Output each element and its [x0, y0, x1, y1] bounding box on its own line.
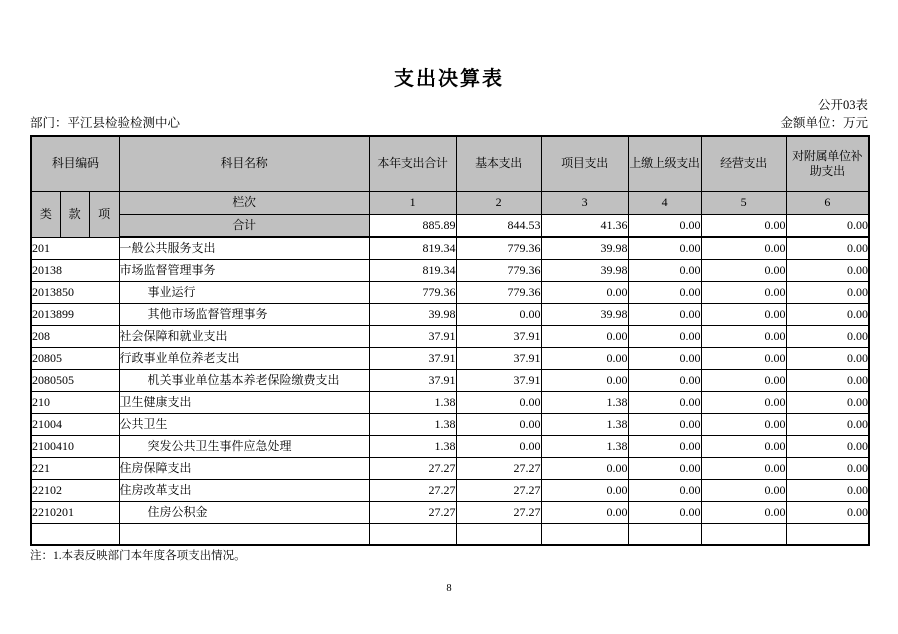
row-name-cell: 事业运行: [119, 281, 369, 303]
row-name-cell: [119, 523, 369, 545]
row-value-cell: 1.38: [541, 391, 628, 413]
total-row: [31, 214, 869, 237]
row-value-cell: 39.98: [369, 303, 456, 325]
row-value-cell: 0.00: [628, 435, 701, 457]
row-value-cell: 0.00: [701, 479, 786, 501]
row-value-cell: 37.91: [369, 347, 456, 369]
col-header-subsidy-expenditure: 对附属单位补助支出: [786, 136, 869, 191]
row-value-cell: 0.00: [786, 479, 869, 501]
row-name-cell: 行政事业单位养老支出: [119, 347, 369, 369]
row-value-cell: 27.27: [369, 457, 456, 479]
page-number: 8: [446, 583, 452, 594]
row-value-cell: 0.00: [456, 303, 541, 325]
row-value-cell: 0.00: [701, 259, 786, 281]
row-value-cell: 37.91: [456, 369, 541, 391]
table-row: [31, 281, 869, 303]
lanci-number: 2: [456, 191, 541, 214]
row-value-cell: 0.00: [701, 369, 786, 391]
row-value-cell: 0.00: [456, 391, 541, 413]
row-value-cell: 1.38: [369, 435, 456, 457]
row-value-cell: 0.00: [628, 325, 701, 347]
row-value-cell: 779.36: [369, 281, 456, 303]
expenditure-table: [30, 135, 870, 546]
row-value-cell: 0.00: [628, 369, 701, 391]
table-row: [31, 523, 869, 545]
row-value-cell: 0.00: [628, 457, 701, 479]
lanci-number: 3: [541, 191, 628, 214]
row-value-cell: 0.00: [701, 325, 786, 347]
code-part-class: 类: [31, 191, 60, 237]
table-row: [31, 369, 869, 391]
row-value-cell: [628, 523, 701, 545]
row-value-cell: 0.00: [701, 457, 786, 479]
table-row: [31, 413, 869, 435]
row-value-cell: [369, 523, 456, 545]
row-value-cell: 27.27: [369, 501, 456, 523]
total-value: 885.89: [369, 214, 456, 237]
table-code-label: 公开03表: [817, 98, 868, 112]
table-row: [31, 501, 869, 523]
row-value-cell: 37.91: [369, 369, 456, 391]
row-value-cell: 0.00: [786, 237, 869, 259]
row-value-cell: 0.00: [628, 413, 701, 435]
row-value-cell: 0.00: [628, 391, 701, 413]
row-value-cell: 779.36: [456, 259, 541, 281]
row-value-cell: 0.00: [701, 303, 786, 325]
row-value-cell: 0.00: [628, 237, 701, 259]
row-code-cell: 210: [31, 391, 119, 413]
row-name-cell: 公共卫生: [119, 413, 369, 435]
row-value-cell: 27.27: [456, 501, 541, 523]
row-value-cell: 0.00: [541, 457, 628, 479]
department-label: 部门：平江县检验检测中心: [30, 116, 181, 130]
row-value-cell: 0.00: [786, 391, 869, 413]
col-header-subject-code: 科目编码: [31, 136, 119, 191]
table-row: [31, 237, 869, 259]
row-value-cell: 0.00: [786, 325, 869, 347]
row-code-cell: 2100410: [31, 435, 119, 457]
row-value-cell: 0.00: [786, 457, 869, 479]
row-value-cell: 819.34: [369, 259, 456, 281]
row-code-cell: 2013850: [31, 281, 119, 303]
row-value-cell: 0.00: [701, 347, 786, 369]
row-code-cell: 2080505: [31, 369, 119, 391]
col-header-subject-name: 科目名称: [119, 136, 369, 191]
row-value-cell: 0.00: [701, 435, 786, 457]
table-row: [31, 325, 869, 347]
row-name-cell: 住房公积金: [119, 501, 369, 523]
row-code-cell: 201: [31, 237, 119, 259]
col-header-total-expenditure: 本年支出合计: [369, 136, 456, 191]
row-code-cell: 21004: [31, 413, 119, 435]
row-name-cell: 一般公共服务支出: [119, 237, 369, 259]
row-value-cell: 0.00: [628, 259, 701, 281]
total-value: 0.00: [628, 214, 701, 237]
row-code-cell: 221: [31, 457, 119, 479]
row-value-cell: 0.00: [701, 501, 786, 523]
row-value-cell: 37.91: [456, 325, 541, 347]
code-part-item: 项: [89, 191, 119, 237]
row-name-cell: 突发公共卫生事件应急处理: [119, 435, 369, 457]
row-value-cell: 0.00: [541, 347, 628, 369]
page-title: 支出决算表: [394, 68, 504, 90]
lanci-number: 5: [701, 191, 786, 214]
total-value: 844.53: [456, 214, 541, 237]
footnote: 注：1.本表反映部门本年度各项支出情况。: [30, 550, 246, 562]
row-name-cell: 其他市场监督管理事务: [119, 303, 369, 325]
row-name-cell: 住房改革支出: [119, 479, 369, 501]
table-row: [31, 479, 869, 501]
row-code-cell: 208: [31, 325, 119, 347]
unit-label: 金额单位：万元: [780, 116, 868, 130]
row-value-cell: [701, 523, 786, 545]
row-code-cell: 20805: [31, 347, 119, 369]
row-name-cell: 市场监督管理事务: [119, 259, 369, 281]
row-value-cell: 37.91: [369, 325, 456, 347]
lanci-number: 4: [628, 191, 701, 214]
total-value: 0.00: [701, 214, 786, 237]
row-name-cell: 社会保障和就业支出: [119, 325, 369, 347]
row-name-cell: 住房保障支出: [119, 457, 369, 479]
col-header-upward-expenditure: 上缴上级支出: [628, 136, 701, 191]
row-value-cell: 0.00: [541, 281, 628, 303]
row-value-cell: 0.00: [786, 369, 869, 391]
lanci-number: 6: [786, 191, 869, 214]
row-code-cell: 2013899: [31, 303, 119, 325]
row-value-cell: 1.38: [541, 413, 628, 435]
row-value-cell: 0.00: [786, 303, 869, 325]
row-value-cell: 0.00: [628, 501, 701, 523]
total-value: 0.00: [786, 214, 869, 237]
row-value-cell: 27.27: [456, 479, 541, 501]
row-value-cell: 0.00: [628, 347, 701, 369]
lanci-number: 1: [369, 191, 456, 214]
row-value-cell: 27.27: [369, 479, 456, 501]
row-value-cell: 0.00: [541, 325, 628, 347]
row-value-cell: 0.00: [786, 435, 869, 457]
row-value-cell: 779.36: [456, 281, 541, 303]
lanci-label: 栏次: [119, 191, 369, 214]
row-name-cell: 机关事业单位基本养老保险缴费支出: [119, 369, 369, 391]
row-value-cell: 0.00: [456, 435, 541, 457]
row-value-cell: 0.00: [541, 369, 628, 391]
row-code-cell: 20138: [31, 259, 119, 281]
row-value-cell: 0.00: [701, 237, 786, 259]
row-value-cell: 1.38: [369, 413, 456, 435]
row-value-cell: 0.00: [701, 391, 786, 413]
row-value-cell: 0.00: [541, 479, 628, 501]
row-value-cell: 0.00: [541, 501, 628, 523]
row-code-cell: 22102: [31, 479, 119, 501]
total-label: 合计: [119, 214, 369, 237]
row-value-cell: 0.00: [786, 281, 869, 303]
code-part-section: 款: [60, 191, 89, 237]
row-value-cell: 1.38: [369, 391, 456, 413]
row-value-cell: 0.00: [786, 501, 869, 523]
total-value: 41.36: [541, 214, 628, 237]
row-code-cell: [31, 523, 119, 545]
meta-row: [30, 113, 868, 131]
col-header-basic-expenditure: 基本支出: [456, 136, 541, 191]
table-row: [31, 457, 869, 479]
row-value-cell: 0.00: [628, 479, 701, 501]
col-header-operating-expenditure: 经营支出: [701, 136, 786, 191]
row-value-cell: 0.00: [786, 259, 869, 281]
row-value-cell: 0.00: [628, 303, 701, 325]
row-value-cell: 0.00: [786, 347, 869, 369]
row-code-cell: 2210201: [31, 501, 119, 523]
column-index-row: [31, 191, 869, 214]
row-value-cell: 39.98: [541, 303, 628, 325]
row-value-cell: 39.98: [541, 237, 628, 259]
row-value-cell: 0.00: [701, 413, 786, 435]
row-name-cell: 卫生健康支出: [119, 391, 369, 413]
row-value-cell: 779.36: [456, 237, 541, 259]
header-row: [31, 136, 869, 191]
row-value-cell: 0.00: [628, 281, 701, 303]
table-row: [31, 259, 869, 281]
row-value-cell: [456, 523, 541, 545]
col-header-project-expenditure: 项目支出: [541, 136, 628, 191]
table-row: [31, 347, 869, 369]
row-value-cell: 819.34: [369, 237, 456, 259]
table-row: [31, 303, 869, 325]
row-value-cell: 39.98: [541, 259, 628, 281]
row-value-cell: 0.00: [786, 413, 869, 435]
table-row: [31, 435, 869, 457]
row-value-cell: 0.00: [701, 281, 786, 303]
table-row: [31, 391, 869, 413]
row-value-cell: 1.38: [541, 435, 628, 457]
row-value-cell: [786, 523, 869, 545]
row-value-cell: [541, 523, 628, 545]
row-value-cell: 0.00: [456, 413, 541, 435]
row-value-cell: 27.27: [456, 457, 541, 479]
row-value-cell: 37.91: [456, 347, 541, 369]
